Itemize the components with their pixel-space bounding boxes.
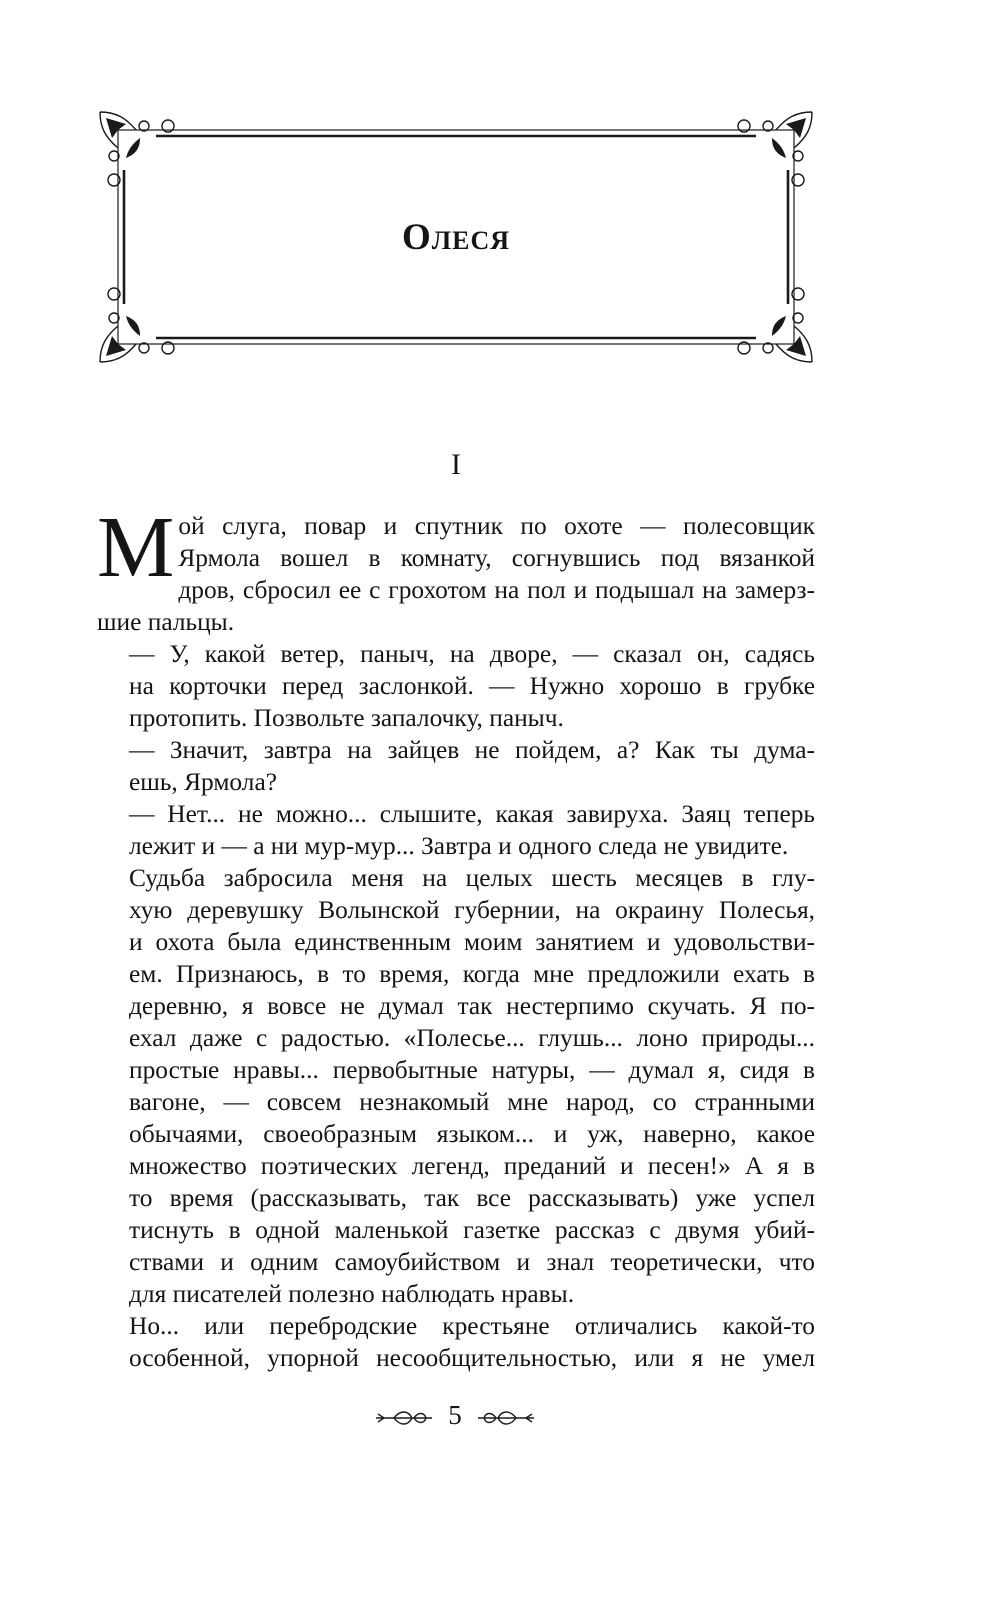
chapter-number: I <box>451 448 461 481</box>
story-title: Олеся <box>401 217 511 258</box>
text-line: множество поэтических легенд, преданий и песен!» А я в <box>129 1152 815 1180</box>
text-line: дров, сбросил ее с грохотом на пол и подышал на замерз- <box>178 576 815 604</box>
paragraph-5 <box>97 862 815 1310</box>
text-line: хую деревушку Волынской губернии, на окраину Полесья, <box>129 896 815 924</box>
text-line: — У, какой ветер, паныч, на дворе, — сказал он, садясь <box>129 640 815 668</box>
drop-cap: М <box>97 498 175 595</box>
paragraph-2 <box>97 638 815 734</box>
text-line: — Значит, завтра на зайцев не пойдем, а? Как ты дума- <box>129 736 815 764</box>
right-flourish-icon <box>476 1408 536 1428</box>
text-line: ехал даже с радостью. «Полесье... глушь... лоно природы... <box>129 1024 815 1052</box>
text-line: то время (рассказывать, так все рассказывать) уже успел <box>129 1184 815 1212</box>
paragraph-4 <box>97 798 815 862</box>
text-line: для писателей полезно наблюдать нравы. <box>129 1280 575 1308</box>
text-line: на корточки перед заслонкой. — Нужно хорошо в грубке <box>129 672 815 700</box>
text-line: протопить. Позвольте запалочку, паныч. <box>129 704 564 732</box>
text-line: ой слуга, повар и спутник по охоте — полесовщик <box>178 512 815 540</box>
text-line: шие пальцы. <box>97 608 235 636</box>
text-line: — Нет... не можно... слышите, какая завируха. Заяц теперь <box>129 800 815 828</box>
text-line: и охота была единственным моим занятием и удовольстви- <box>129 928 815 956</box>
text-line: ем. Признаюсь, в то время, когда мне предложили ехать в <box>129 960 815 988</box>
text-line: деревню, я вовсе не думал так нестерпимо скучать. Я по- <box>129 992 815 1020</box>
text-line: вагоне, — совсем незнакомый мне народ, со странными <box>129 1088 815 1116</box>
text-line: Ярмола вошел в комнату, согнувшись под вязанкой <box>178 544 815 572</box>
title-frame <box>96 108 816 366</box>
text-line: ешь, Ярмола? <box>129 768 277 796</box>
text-line: тиснуть в одной маленькой газетке рассказ с двумя убий- <box>129 1216 815 1244</box>
paragraph-6 <box>97 1310 815 1374</box>
text-line: ствами и одним самоубийством и знал теоретически, что <box>129 1248 815 1276</box>
text-line: простые нравы... первобытные натуры, — думал я, сидя в <box>129 1056 815 1084</box>
paragraph-3 <box>97 734 815 798</box>
body-text <box>97 498 815 1374</box>
text-line: Судьба забросила меня на целых шесть месяцев в глу- <box>129 864 815 892</box>
page-footer <box>330 1398 580 1438</box>
text-line: обычаями, своеобразным языком... и уж, наверно, какое <box>129 1120 815 1148</box>
text-line: особенной, упорной несообщительностью, или я не умел <box>129 1344 815 1372</box>
paragraph-1 <box>97 498 815 638</box>
page-number: 5 <box>448 1400 462 1430</box>
text-line: лежит и — а ни мур-мур... Завтра и одного следа не увидите. <box>129 832 789 860</box>
text-line: Но... или перебродские крестьяне отличались какой-то <box>129 1312 815 1340</box>
